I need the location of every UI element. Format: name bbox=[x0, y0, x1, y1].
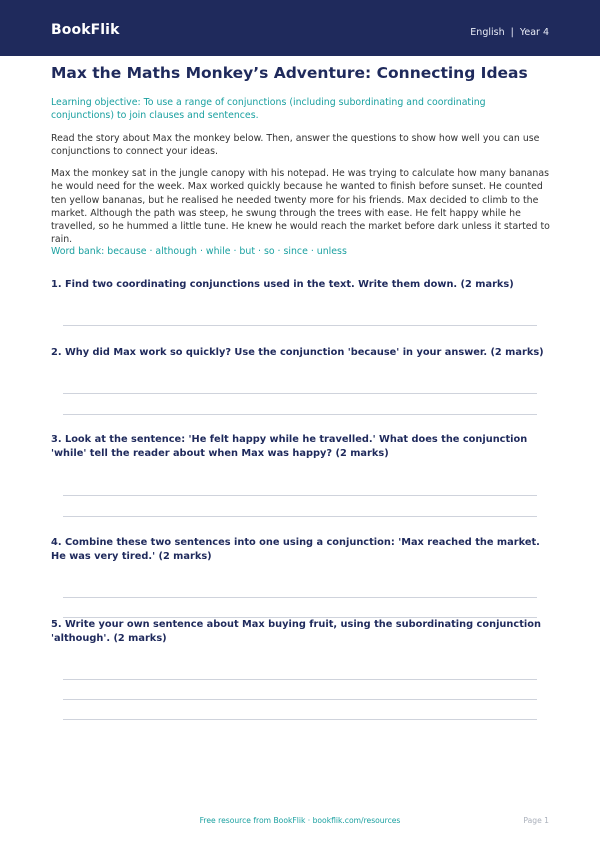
answer-line-2b[interactable] bbox=[63, 414, 537, 415]
answer-line-1a[interactable] bbox=[63, 325, 537, 326]
answer-line-2a[interactable] bbox=[63, 393, 537, 394]
page-number: Page 1 bbox=[523, 816, 549, 825]
story-text: Max the monkey sat in the jungle canopy with his notepad. He was trying to calculate how many bananas he would need for the week. Max worked quickly because he wanted to finish before sunset. He counted ten yellow bananas, but he realised he needed twenty more for his friends. Max decided to climb to the market. Although the path was steep, he swung through the trees with ease. He felt happy while he travelled, so he hummed a little tune. He knew he would reach the market before dark unless it started to rain. bbox=[51, 168, 550, 246]
question-4: 4. Combine these two sentences into one using a conjunction: 'Max reached the market. He was very tired.' (2 marks) bbox=[51, 537, 540, 562]
header-meta bbox=[470, 27, 549, 38]
word-bank: Word bank: because · although · while · but · so · since · unless bbox=[51, 246, 347, 257]
answer-line-5a[interactable] bbox=[63, 679, 537, 680]
answer-line-3b[interactable] bbox=[63, 516, 537, 517]
answer-line-3a[interactable] bbox=[63, 495, 537, 496]
question-3: 3. Look at the sentence: 'He felt happy while he travelled.' What does the conjunction 'while' tell the reader about when Max was happy? (2 marks) bbox=[51, 434, 528, 459]
instructions: Read the story about Max the monkey below. Then, answer the questions to show how well you can use conjunctions to connect your ideas. bbox=[51, 133, 540, 157]
learning-objective: Learning objective: To use a range of conjunctions (including subordinating and coordinating conjunctions) to join clauses and sentences. bbox=[51, 97, 486, 121]
question-5: 5. Write your own sentence about Max buying fruit, using the subordinating conjunction 'although'. (2 marks) bbox=[51, 619, 541, 644]
header-bar bbox=[0, 0, 600, 56]
answer-line-4a[interactable] bbox=[63, 597, 537, 598]
brand-logo[interactable]: BookFlik bbox=[51, 22, 120, 38]
subject-label: English bbox=[470, 27, 505, 38]
answer-line-5b[interactable] bbox=[63, 699, 537, 700]
question-2: 2. Why did Max work so quickly? Use the conjunction 'because' in your answer. (2 marks) bbox=[51, 347, 544, 358]
worksheet-title: Max the Maths Monkey’s Adventure: Connecting Ideas bbox=[51, 64, 528, 82]
footer-text[interactable]: Free resource from BookFlik · bookflik.com/resources bbox=[199, 816, 401, 825]
question-1: 1. Find two coordinating conjunctions used in the text. Write them down. (2 marks) bbox=[51, 279, 514, 290]
year-label: Year 4 bbox=[519, 27, 549, 38]
answer-line-5c[interactable] bbox=[63, 719, 537, 720]
meta-separator: | bbox=[510, 27, 514, 38]
